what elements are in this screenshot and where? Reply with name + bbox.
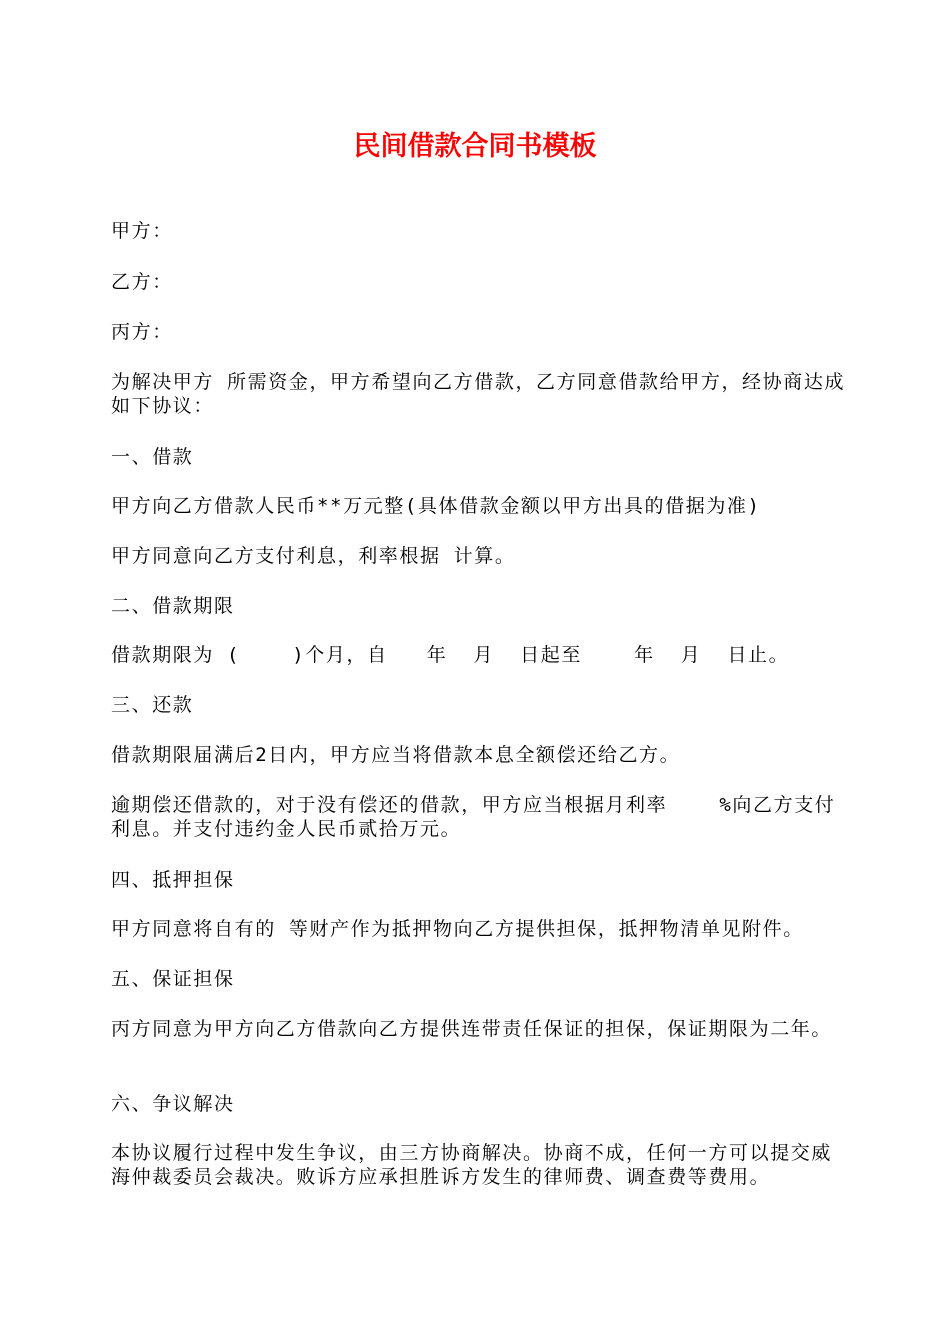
overdue-paragraph: 逾期偿还借款的，对于没有偿还的借款，甲方应当根据月利率 %向乙方支付利息。并支付违约金人民币贰拾万元。 (111, 794, 836, 840)
section-heading-loan: 一、借款 (111, 446, 194, 468)
dispute-paragraph: 本协议履行过程中发生争议，由三方协商解决。协商不成，任何一方可以提交威海仲裁委员会裁决。败诉方应承担胜诉方发生的律师费、调查费等费用。 (111, 1142, 833, 1188)
section-heading-term: 二、借款期限 (111, 595, 235, 617)
guarantee-paragraph: 丙方同意为甲方向乙方借款向乙方提供连带责任保证的担保，保证期限为二年。 (111, 1018, 833, 1040)
section-heading-mortgage: 四、抵押担保 (111, 869, 235, 891)
section-heading-repayment: 三、还款 (111, 694, 194, 716)
loan-amount-paragraph: 甲方向乙方借款人民币**万元整(具体借款金额以甲方出具的借据为准) (111, 495, 761, 517)
party-b-line: 乙方： (111, 271, 173, 293)
party-c-line: 丙方： (111, 321, 173, 343)
document-title: 民间借款合同书模板 (353, 131, 597, 162)
repayment-paragraph: 借款期限届满后2日内，甲方应当将借款本息全额偿还给乙方。 (111, 744, 681, 766)
section-heading-dispute: 六、争议解决 (111, 1093, 235, 1115)
interest-paragraph: 甲方同意向乙方支付利息，利率根据 计算。 (111, 545, 516, 567)
section-heading-guarantee: 五、保证担保 (111, 968, 235, 990)
preamble-paragraph: 为解决甲方 所需资金，甲方希望向乙方借款，乙方同意借款给甲方，经协商达成如下协议： (111, 371, 846, 417)
party-a-line: 甲方： (111, 220, 173, 242)
mortgage-paragraph: 甲方同意将自有的 等财产作为抵押物向乙方提供担保，抵押物清单见附件。 (111, 918, 804, 940)
term-paragraph: 借款期限为 ( )个月，自 年 月 日起至 年 月 日止。 (111, 644, 790, 666)
